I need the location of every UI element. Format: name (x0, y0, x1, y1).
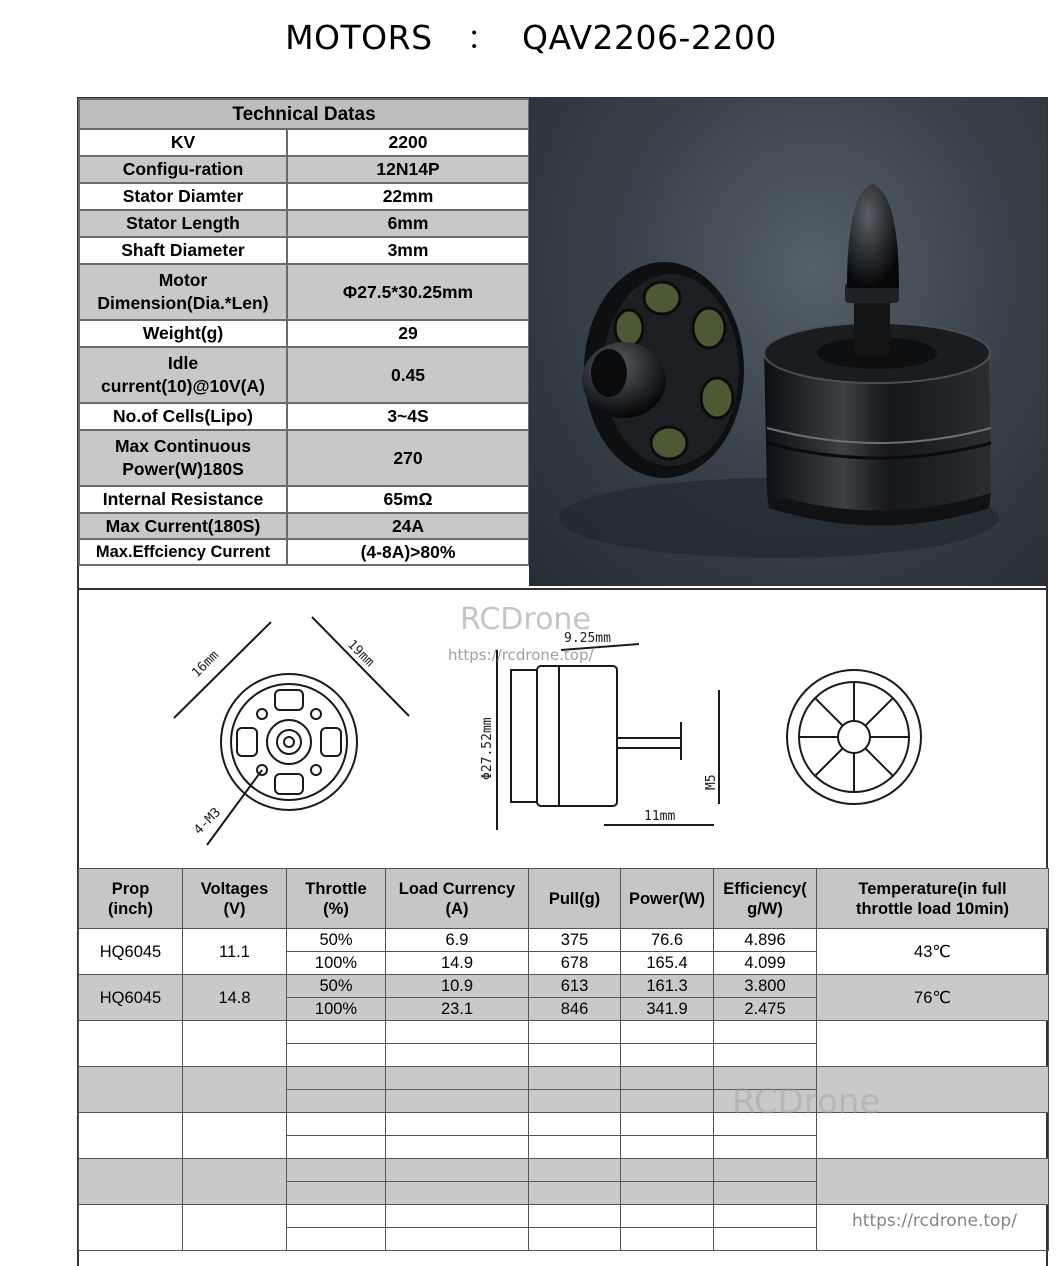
power-cell: 76.6 (621, 929, 714, 952)
spec-row (79, 486, 529, 513)
spec-label: KV (79, 129, 287, 156)
spec-row (79, 320, 529, 347)
spec-value: 65mΩ (287, 486, 529, 513)
spec-label: Internal Resistance (79, 486, 287, 513)
spec-value: 3mm (287, 237, 529, 264)
perf-header-row (79, 869, 1049, 929)
prop-cell: HQ6045 (79, 929, 183, 975)
dim-label: M5 (704, 774, 719, 790)
spec-row (79, 129, 529, 156)
col-header: Prop (inch) (79, 869, 183, 929)
spec-table-header: Technical Datas (79, 99, 529, 129)
efficiency-cell: 4.896 (714, 929, 817, 952)
spec-row (79, 183, 529, 210)
spec-row (79, 156, 529, 183)
throttle-cell: 50% (287, 975, 386, 998)
current-cell: 14.9 (386, 952, 529, 975)
spec-label-line: Motor (158, 270, 208, 290)
empty-row (79, 1159, 1049, 1182)
prop-cell: HQ6045 (79, 975, 183, 1021)
current-cell: 6.9 (386, 929, 529, 952)
col-header: Throttle (%) (287, 869, 386, 929)
performance-table (78, 868, 1049, 1251)
pull-cell: 678 (529, 952, 621, 975)
spec-label-line: current(10)@10V(A) (101, 376, 265, 396)
spec-label-line: Idle (167, 353, 199, 373)
spec-label: Configu-ration (79, 156, 287, 183)
voltage-cell: 11.1 (183, 929, 287, 975)
spec-label: No.of Cells(Lipo) (79, 403, 287, 430)
spec-label: Weight(g) (79, 320, 287, 347)
technical-data-table (78, 98, 530, 566)
current-cell: 10.9 (386, 975, 529, 998)
dim-label: Φ27.52mm (480, 717, 495, 780)
spec-value: 12N14P (287, 156, 529, 183)
table-row (79, 929, 1049, 952)
current-cell: 23.1 (386, 998, 529, 1021)
watermark-url: https://rcdrone.top/ (448, 646, 594, 664)
spec-label: Stator Diamter (79, 183, 287, 210)
spec-row (79, 347, 529, 403)
dim-label: 19mm (344, 637, 377, 670)
power-cell: 165.4 (621, 952, 714, 975)
col-header: Efficiency( g/W) (714, 869, 817, 929)
efficiency-cell: 2.475 (714, 998, 817, 1021)
power-cell: 161.3 (621, 975, 714, 998)
watermark-brand: RCDrone (732, 1082, 881, 1122)
throttle-cell: 100% (287, 998, 386, 1021)
spec-value: 29 (287, 320, 529, 347)
title-model: QAV2206-2200 (522, 18, 777, 57)
temperature-cell: 43℃ (817, 929, 1049, 975)
spec-label: Shaft Diameter (79, 237, 287, 264)
col-header: Pull(g) (529, 869, 621, 929)
spec-value: 0.45 (287, 347, 529, 403)
spec-value: 6mm (287, 210, 529, 237)
spec-value: 3~4S (287, 403, 529, 430)
spec-value: Φ27.5*30.25mm (287, 264, 529, 320)
power-cell: 341.9 (621, 998, 714, 1021)
spec-row (79, 539, 529, 565)
dim-label: 9.25mm (564, 631, 611, 646)
spec-label-line: Max Continuous (114, 436, 252, 456)
dim-label: 4-M3 (191, 805, 224, 838)
pull-cell: 375 (529, 929, 621, 952)
col-header: Temperature(in full throttle load 10min) (817, 869, 1049, 929)
efficiency-cell: 3.800 (714, 975, 817, 998)
col-header: Power(W) (621, 869, 714, 929)
empty-row (79, 1113, 1049, 1136)
watermark-url: https://rcdrone.top/ (852, 1211, 1017, 1231)
dim-label: 16mm (189, 648, 222, 681)
spec-row (79, 513, 529, 539)
throttle-cell: 50% (287, 929, 386, 952)
spec-label-line: Power(W)180S (122, 459, 244, 479)
spec-row (79, 210, 529, 237)
spec-label (79, 264, 287, 320)
watermark-brand: RCDrone (460, 602, 591, 637)
col-header: Voltages (V) (183, 869, 287, 929)
col-header: Load Currency (A) (386, 869, 529, 929)
throttle-cell: 100% (287, 952, 386, 975)
empty-row (79, 1067, 1049, 1090)
spec-row (79, 403, 529, 430)
spec-row (79, 237, 529, 264)
spec-label: Max.Effciency Current (79, 539, 287, 565)
spec-value: (4-8A)>80% (287, 539, 529, 565)
table-row (79, 975, 1049, 998)
dim-label: 11mm (644, 809, 676, 824)
spec-value: 22mm (287, 183, 529, 210)
pull-cell: 846 (529, 998, 621, 1021)
empty-row (79, 1021, 1049, 1044)
efficiency-cell: 4.099 (714, 952, 817, 975)
spec-label: Stator Length (79, 210, 287, 237)
page-title (0, 12, 1062, 59)
temperature-cell: 76℃ (817, 975, 1049, 1021)
title-separator: ： (466, 18, 501, 57)
spec-value: 24A (287, 513, 529, 539)
voltage-cell: 14.8 (183, 975, 287, 1021)
spec-value: 2200 (287, 129, 529, 156)
spec-label (79, 430, 287, 486)
spec-row (79, 264, 529, 320)
motor-product-photo (529, 98, 1047, 586)
title-left: MOTORS (285, 18, 433, 57)
spec-label-line: Dimension(Dia.*Len) (97, 293, 269, 313)
spec-label (79, 347, 287, 403)
spec-label: Max Current(180S) (79, 513, 287, 539)
spec-row (79, 430, 529, 486)
pull-cell: 613 (529, 975, 621, 998)
spec-value: 270 (287, 430, 529, 486)
